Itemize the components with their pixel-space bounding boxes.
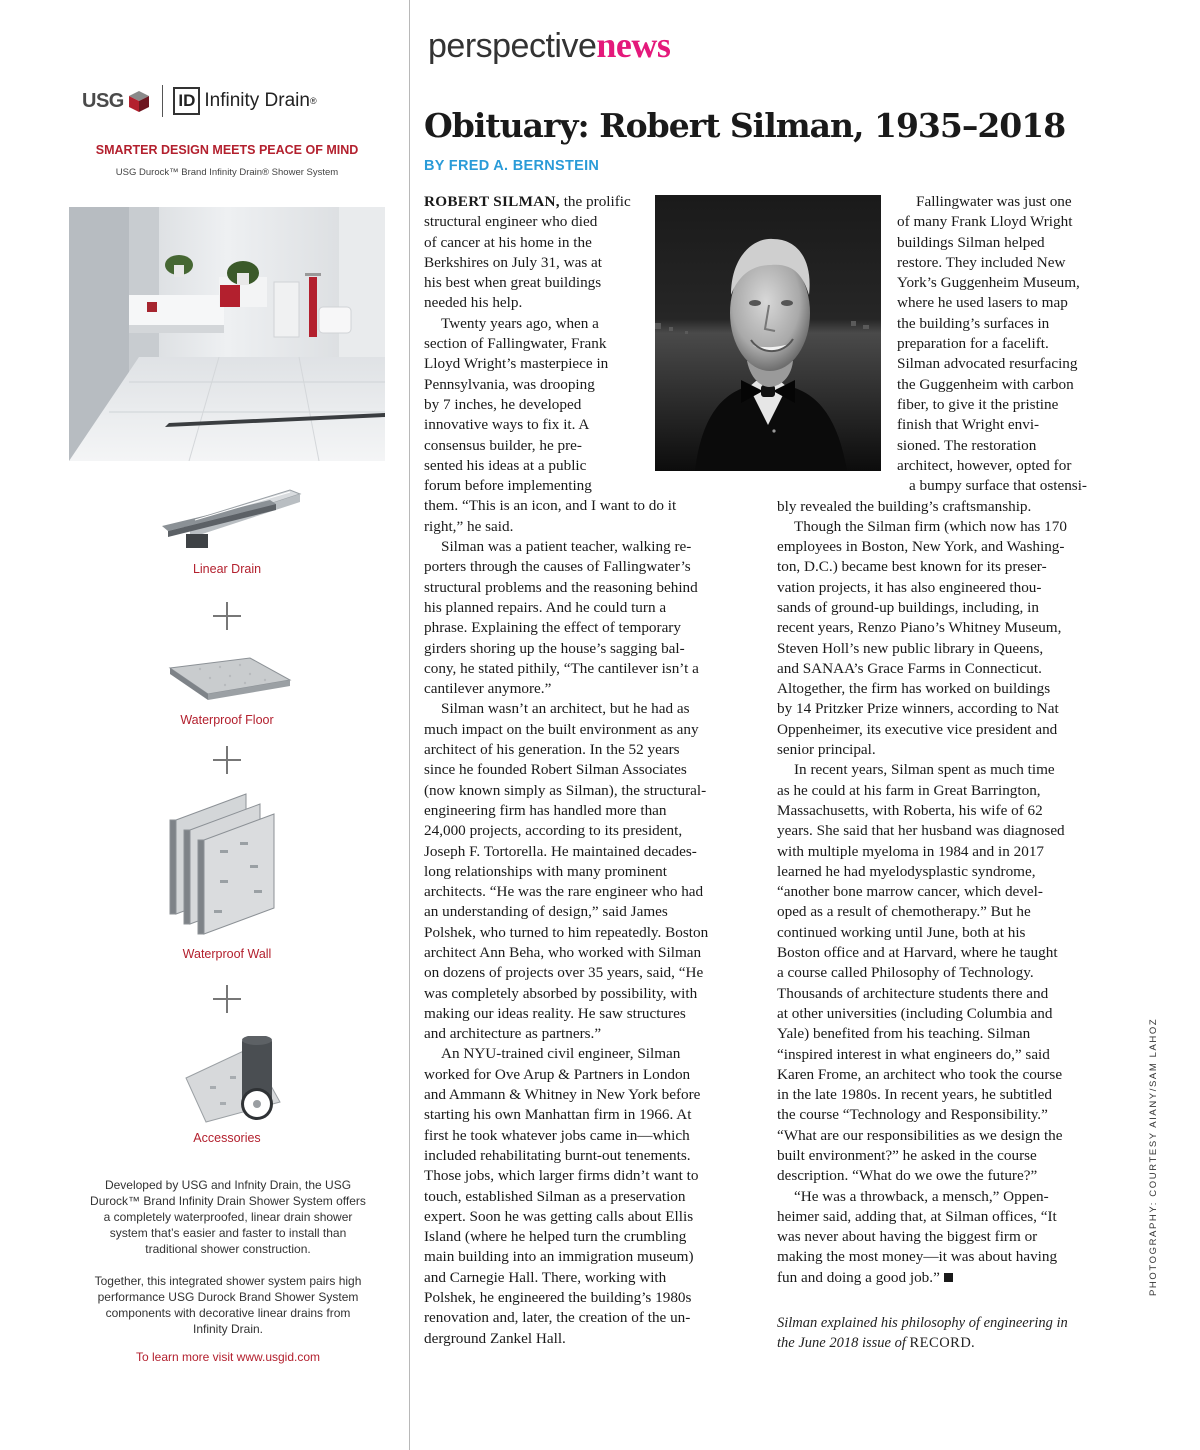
text-line: architect Ann Beha, who worked with Silman (424, 943, 702, 961)
text-line: Twenty years ago, when a (441, 314, 599, 332)
text-line: Silman advocated resurfacing (897, 355, 1078, 373)
article-column-2-bottom (777, 497, 1117, 1289)
text-line: employees in Boston, New York, and Washing- (777, 538, 1065, 556)
text-line: heimer said, adding that, at Silman offices, “It (777, 1207, 1057, 1225)
text-line: ton, D.C.) became best known for its preser- (777, 558, 1047, 576)
text-line: where he used lasers to map (897, 294, 1068, 312)
ad-body-line: performance USG Durock Brand Shower System (97, 1290, 359, 1304)
text-line: much impact on the built environment as any (424, 720, 699, 738)
text-line: with multiple myeloma in 1984 and in 2017 (777, 842, 1045, 860)
product-label-waterproof-wall: Waterproof Wall (182, 947, 272, 961)
text-line: by 14 Pritzker Prize winners, according to Nat (777, 700, 1059, 718)
waterproof-wall-image (150, 790, 306, 936)
text-line: porters through the causes of Fallingwater’s (424, 558, 691, 576)
plus-icon (213, 985, 241, 1013)
text-line: Joseph F. Tortorella. He maintained decades- (424, 842, 697, 860)
ad-body-paragraph-1 (78, 1177, 378, 1257)
text-line: years. She said that her husband was diagnosed (777, 822, 1065, 840)
text-line: in the late 1980s. In recent years, he subtitled (777, 1086, 1052, 1104)
text-line: renovation and, later, the creation of the un- (424, 1309, 691, 1327)
paragraph (424, 699, 764, 1044)
text-line: Pennsylvania, was drooping (424, 375, 595, 393)
text-line: Steven Holl’s new public library in Queens, (777, 639, 1044, 657)
text-line: “He was a throwback, a mensch,” Oppen- (794, 1187, 1049, 1205)
text-line: phrase. Explaining the effect of temporary (424, 619, 681, 637)
ad-body-line: Infinity Drain. (192, 1322, 264, 1336)
text-line: Boston office and at Harvard, where he taught (777, 944, 1058, 962)
text-line: fiber, to give it the pristine (897, 395, 1059, 413)
text-line: Silman wasn’t an architect, but he had as (441, 700, 690, 718)
text-line: as he could at his farm in Great Barrington, (777, 781, 1041, 799)
text-line: 24,000 projects, according to its president, (424, 822, 683, 840)
plus-icon (213, 602, 241, 630)
paragraph (424, 314, 764, 537)
text-line: making our ideas reality. He saw structures (424, 1004, 686, 1022)
advertisement (0, 0, 410, 1450)
text-line: and SANAA’s Grace Farms in Connecticut. (777, 659, 1042, 677)
ad-body-line: system that’s easier and faster to install than (109, 1226, 347, 1240)
text-line: structural engineer who died (424, 213, 598, 231)
usg-wordmark: USG (82, 89, 124, 112)
text-line: “inspired interest in what engineers do,” said (777, 1045, 1050, 1063)
ad-body-paragraph-2 (78, 1273, 378, 1337)
product-label-waterproof-floor: Waterproof Floor (180, 713, 274, 727)
paragraph (897, 192, 1117, 496)
text-line: Altogether, the firm has worked on buildings (777, 680, 1051, 698)
text-line: needed his help. (424, 294, 523, 312)
text-line: Polshek, who turned to him repeatedly. Boston (424, 923, 709, 941)
text-line: right,” he said. (424, 517, 514, 535)
text-line: an understanding of design,” said James (424, 903, 668, 921)
product-label-accessories: Accessories (193, 1131, 261, 1145)
text-line: section of Fallingwater, Frank (424, 335, 607, 353)
text-line: forum before implementing (424, 477, 592, 495)
accessories-image (150, 1036, 306, 1126)
product-label-linear-drain: Linear Drain (192, 562, 262, 576)
section-header (428, 24, 670, 66)
text-line: Thousands of architecture students there and (777, 984, 1049, 1002)
text-line: making the most money—it was about having (777, 1248, 1058, 1266)
text-line: the building’s surfaces in (897, 314, 1050, 332)
logo-divider (162, 85, 164, 117)
article-column-2-top (897, 192, 1117, 496)
ad-body-line: Developed by USG and Infnity Drain, the USG (104, 1178, 352, 1192)
text-line: and Carnegie Hall. There, working with (424, 1268, 667, 1286)
ad-website-link[interactable]: To learn more visit www.usgid.com (135, 1350, 321, 1364)
text-line: innovative ways to fix it. A (424, 416, 590, 434)
section-header-bold: news (596, 25, 671, 65)
text-line: a course called Philosophy of Technology. (777, 964, 1034, 982)
paragraph (424, 537, 764, 699)
text-line: a bumpy surface that ostensi- (909, 477, 1087, 495)
text-line: Karen Frome, an architect who took the course (777, 1065, 1063, 1083)
text-line: restore. They included New (897, 253, 1066, 271)
text-line: of many Frank Lloyd Wright (897, 213, 1073, 231)
text-line: continued working until June, both at his (777, 923, 1026, 941)
text-line: of cancer at his home in the (424, 233, 592, 251)
text-line: Yale) benefited from his teaching. Silman (777, 1025, 1031, 1043)
caption-period: . (971, 1335, 975, 1352)
text-line: Silman was a patient teacher, walking re- (441, 538, 692, 556)
text-line: sioned. The restoration (897, 436, 1037, 454)
text-line: cantilever anymore.” (424, 680, 552, 698)
text-line: vation projects, it has also engineered thou- (777, 578, 1042, 596)
text-line: learned he had myelodysplastic syndrome, (777, 862, 1036, 880)
text-line: Massachusetts, with Roberta, his wife of 62 (777, 801, 1043, 819)
text-line: senior principal. (777, 741, 876, 759)
paragraph (777, 760, 1117, 1186)
caption-record: RECORD (909, 1335, 972, 1352)
text-line: Berkshires on July 31, was at (424, 253, 603, 271)
paragraph (424, 192, 764, 314)
text-line: buildings Silman helped (897, 233, 1045, 251)
text-line: them. “This is an icon, and I want to do it (424, 497, 677, 515)
text-line: was never about having the biggest firm or (777, 1228, 1038, 1246)
section-header-light: perspective (428, 27, 597, 65)
page-title: Obituary: Robert Silman, 1935–2018 (424, 106, 1066, 145)
paragraph (424, 1044, 764, 1348)
text-line: built environment?” he asked in the course (777, 1147, 1037, 1164)
text-line: his planned repairs. And he could turn a (424, 598, 667, 616)
paragraph (777, 1187, 1117, 1288)
text-line (424, 192, 764, 212)
ad-subtitle: USG Durock™ Brand Infinity Drain® Shower System (115, 167, 339, 178)
text-line-tail: the prolific (559, 193, 631, 210)
text-line: sented his ideas at a public (424, 456, 587, 474)
text-line: Island (where he helped turn the crumbling (424, 1228, 687, 1246)
caption-line-text: the June 2018 issue of (777, 1335, 910, 1352)
text-line: starting his own Manhattan firm in 1966. At (424, 1106, 692, 1124)
text-line: and architecture as partners.” (424, 1025, 602, 1043)
waterproof-floor-image (150, 654, 306, 710)
text-line: cony, he stated pithily, “The cantilever isn’t a (424, 659, 699, 677)
ad-body-line: traditional shower construction. (145, 1242, 311, 1256)
linear-drain-image (150, 484, 306, 554)
text-line: bly revealed the building’s craftsmanship. (777, 497, 1032, 515)
text-line: touch, established Silman as a preservation (424, 1187, 686, 1205)
text-line (777, 1268, 1117, 1288)
text-line: sands of ground-up buildings, including, in (777, 598, 1039, 616)
text-line: engineering firm has handled more than (424, 801, 667, 819)
id-logo-box: ID (173, 87, 200, 115)
photo-credit: PHOTOGRAPHY: COURTESY AIANY/SAM LAHOZ (1148, 1017, 1159, 1296)
text-line: derground Zankel Hall. (424, 1329, 566, 1347)
text-line: since he founded Robert Silman Associates (424, 761, 687, 779)
text-line: An NYU-trained civil engineer, Silman (441, 1045, 681, 1063)
text-line: architects. “He was the rare engineer who had (424, 883, 704, 901)
text-line: by 7 inches, he developed (424, 395, 582, 413)
text-line: long relationships with many prominent (424, 862, 667, 880)
text-line: at other universities (including Columbia and (777, 1004, 1053, 1022)
text-line: main building into an immigration museum) (424, 1248, 694, 1266)
text-line: (now known simply as Silman), the structural- (424, 781, 707, 799)
caption-line: Silman explained his philosophy of engineering in (777, 1315, 1068, 1331)
text-line: finish that Wright envi- (897, 416, 1040, 434)
text-line: girders shoring up the house’s sagging bal- (424, 639, 685, 657)
text-line: oped as a result of chemotherapy.” But he (777, 903, 1031, 921)
text-line: Lloyd Wright’s masterpiece in (424, 355, 609, 373)
text-line: structural problems and the reasoning behind (424, 578, 698, 596)
text-line: worked for Ove Arup & Partners in London (424, 1065, 691, 1083)
end-mark-icon (944, 1273, 953, 1282)
bathroom-photo (69, 207, 385, 461)
text-line: his best when great buildings (424, 274, 602, 292)
usg-cube-icon (126, 88, 152, 114)
ad-body-line: Together, this integrated shower system pairs high (94, 1274, 362, 1288)
infinity-drain-wordmark: Infinity Drain (204, 90, 310, 111)
text-line: architect, however, opted for (897, 456, 1072, 474)
text-line: Those jobs, which larger firms didn’t want to (424, 1167, 699, 1185)
text-line: expert. Soon he was getting calls about Ellis (424, 1207, 694, 1225)
text-line: first he took whatever jobs came in—which (424, 1126, 690, 1144)
lead-caps: ROBERT SILMAN, (424, 193, 560, 210)
text-line: “another bone marrow cancer, which devel- (777, 883, 1043, 901)
text-line: preparation for a facelift. (897, 335, 1049, 353)
text-line: description. “What do we owe the future?” (777, 1167, 1038, 1185)
ad-body-line: Durock™ Brand Infinity Drain Shower System offers (90, 1194, 366, 1208)
paragraph (777, 497, 1117, 517)
text-line: the course “Technology and Responsibility.” (777, 1106, 1048, 1124)
text-line: included rehabilitating burnt-out tenements. (424, 1146, 691, 1164)
text-line: Fallingwater was just one (916, 193, 1072, 210)
text-line: “What are our responsibilities as we design the (777, 1126, 1063, 1144)
byline: BY FRED A. BERNSTEIN (424, 158, 600, 174)
ad-tagline: SMARTER DESIGN MEETS PEACE OF MIND (95, 143, 359, 157)
text-line: Polshek, he engineered the building’s 1980s (424, 1289, 692, 1307)
text-line: and Ammann & Whitney in New York before (424, 1086, 701, 1104)
text-line: the Guggenheim with carbon (897, 375, 1074, 393)
paragraph (777, 517, 1117, 761)
text-line: recent years, Renzo Piano’s Whitney Museum, (777, 619, 1062, 637)
text-line: York’s Guggenheim Museum, (897, 274, 1080, 292)
text-line: was completely absorbed by possibility, with (424, 984, 698, 1002)
ad-logo (82, 84, 382, 118)
text-line: Oppenheimer, its executive vice president and (777, 720, 1058, 738)
photo-caption (777, 1313, 1107, 1354)
text-line: consensus builder, he pre- (424, 436, 582, 454)
article-column-1 (424, 192, 764, 1349)
text-line: Though the Silman firm (which now has 170 (794, 517, 1067, 535)
text-line-final: fun and doing a good job.” (777, 1268, 940, 1286)
text-line: In recent years, Silman spent as much time (794, 761, 1055, 779)
text-line: on dozens of projects over 35 years, said, “He (424, 964, 704, 982)
ad-body-line: components with decorative linear drains from (105, 1306, 351, 1320)
text-line: architect of his generation. In the 52 years (424, 741, 680, 759)
plus-icon (213, 746, 241, 774)
caption-line (777, 1333, 1107, 1353)
registered-mark: ® (309, 96, 317, 106)
ad-body-line: a completely waterproofed, linear drain shower (103, 1210, 353, 1224)
